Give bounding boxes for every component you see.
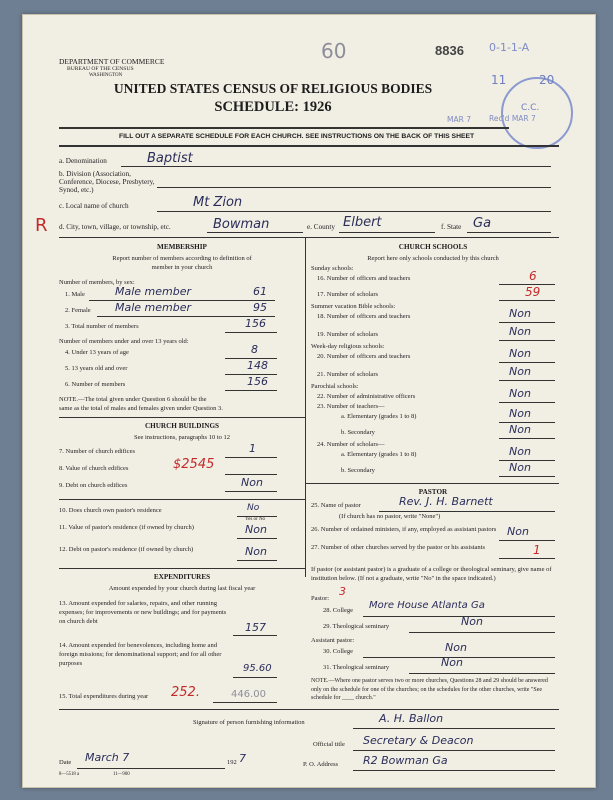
q24a-value: Non — [509, 445, 531, 458]
denomination-line — [121, 166, 551, 167]
assistant-label: Assistant pastor: — [311, 637, 355, 644]
q5-label: 5. 13 years old and over — [65, 365, 128, 372]
signature-label: Signature of person furnishing information — [193, 719, 305, 726]
q3-number: 156 — [245, 317, 266, 330]
q13-value: 157 — [245, 621, 266, 634]
local-name-line — [157, 211, 551, 212]
po-address-label: P. O. Address — [303, 761, 339, 768]
q10-label: 10. Does church own pastor's residence — [59, 507, 162, 514]
q8-label: 8. Value of church edifices — [59, 465, 129, 472]
denomination-value: Baptist — [147, 151, 193, 166]
q15-label: 15. Total expenditures during year — [59, 693, 149, 700]
q19-line — [499, 340, 555, 341]
denomination-label: a. Denomination — [59, 157, 107, 165]
q23b-label: b. Secondary — [341, 429, 375, 436]
date-line — [77, 768, 225, 769]
q7-line — [225, 457, 277, 458]
q22-line — [499, 402, 555, 403]
stamp-number-2: 20 — [539, 73, 555, 87]
q20-value: Non — [509, 347, 531, 360]
year-suffix: 7 — [239, 752, 246, 765]
q4-label: 4. Under 13 years of age — [65, 349, 129, 356]
q24a-label: a. Elementary (grades 1 to 8) — [341, 451, 417, 458]
city-line — [207, 232, 303, 233]
membership-note-2: same as the total of males and females given under Question 3. — [59, 405, 223, 412]
q10-value: No — [247, 503, 260, 513]
q14-line — [233, 677, 277, 678]
q26-label: 26. Number of ordained ministers, if any, employed as assistant pastors — [311, 526, 497, 533]
date-value: March 7 — [85, 751, 130, 764]
sunday-label: Sunday schools: — [311, 265, 354, 272]
q3-label: 3. Total number of members — [65, 323, 139, 330]
q8-line — [225, 474, 277, 475]
membership-note-1: NOTE.—The total given under Question 6 should be the — [59, 396, 207, 403]
q6-line — [225, 390, 277, 391]
archive-number: 60 — [321, 39, 347, 63]
q21-line — [499, 380, 555, 381]
q17-label: 17. Number of scholars — [317, 291, 379, 298]
q21-label: 21. Number of scholars — [317, 371, 379, 378]
file-code-2: 0-1-1-A — [489, 41, 530, 54]
summer-label: Summer vacation Bible schools: — [311, 303, 396, 310]
q12-label: 12. Debt on pastor's residence (if owned by church) — [59, 546, 194, 553]
city-label: d. City, town, village, or township, etc. — [59, 223, 171, 231]
q1-label: 1. Male — [65, 291, 85, 298]
rule-column-divider — [305, 237, 306, 577]
q11-line — [237, 538, 277, 539]
q31-line — [409, 673, 555, 674]
pastor-name-value: Rev. J. H. Barnett — [399, 495, 493, 508]
q13-label: 13. Amount expended for salaries, repairs, and other running expenses; for improvements or new buildings; and for payments on church debt — [59, 600, 227, 625]
form-code: 8—5518 a — [59, 772, 80, 777]
q29-line — [409, 632, 555, 633]
q7-label: 7. Number of church edifices — [59, 448, 135, 455]
q1-text-value: Male member — [115, 285, 192, 298]
rule-sections-top — [59, 237, 559, 238]
q9-value: Non — [241, 476, 263, 489]
q26-line — [499, 540, 555, 541]
q16-value: 6 — [529, 269, 537, 283]
rule-under-instructions — [59, 145, 559, 147]
parochial-label: Parochial schools: — [311, 383, 359, 390]
q21-value: Non — [509, 365, 531, 378]
schools-intro: Report here only schools conducted by this church — [367, 255, 499, 262]
q7-value: 1 — [249, 442, 256, 455]
yes-no-hint: Yes or No — [245, 517, 266, 522]
q4-number: 8 — [251, 343, 258, 356]
q9-label: 9. Debt on church edifices — [59, 482, 128, 489]
q15-pencil-value: 446.00 — [231, 689, 266, 700]
q25-note: (If church has no pastor, write "None") — [339, 513, 441, 520]
margin-mark-r: R — [35, 215, 48, 236]
q28-value: More House Atlanta Ga — [369, 600, 485, 611]
q2-label: 2. Female — [65, 307, 91, 314]
q9-line — [225, 491, 277, 492]
q11-value: Non — [245, 523, 267, 536]
rule-footer-top — [59, 709, 559, 710]
bureau-label: BUREAU OF THE CENSUS — [67, 66, 134, 72]
division-line — [157, 187, 551, 188]
q28-line — [363, 616, 555, 617]
po-address-value: R2 Bowman Ga — [363, 754, 448, 767]
pastor-note: NOTE.—Where one pastor serves two or more churches, Questions 28 and 29 should be answered only on the schedule for one of the churches; on the schedules for the other churches, write "See schedule for ____ church." — [311, 678, 548, 701]
q22-label: 22. Number of administrative officers — [317, 393, 416, 400]
q2-text-value: Male member — [115, 301, 192, 314]
date-label: Date — [59, 759, 72, 766]
q2-number: 95 — [253, 301, 267, 314]
form-title: UNITED STATES CENSUS OF RELIGIOUS BODIES — [113, 81, 433, 96]
q19-value: Non — [509, 325, 531, 338]
q25-line — [379, 511, 555, 512]
q23b-value: Non — [509, 423, 531, 436]
q23a-label: a. Elementary (grades 1 to 8) — [341, 413, 417, 420]
expenditures-heading: EXPENDITURES — [153, 573, 211, 581]
form-subtitle: SCHEDULE: 1926 — [214, 99, 332, 115]
q23a-value: Non — [509, 407, 531, 420]
signature-line — [353, 728, 555, 729]
state-line — [467, 232, 551, 233]
q18-line — [499, 322, 555, 323]
division-label: b. Division (Association, Conference, Diocese, Presbytery, Synod, etc.) — [59, 170, 155, 194]
instruction-line: FILL OUT A SEPARATE SCHEDULE FOR EACH CHURCH. SEE INSTRUCTIONS ON THE BACK OF THIS SHEET — [119, 133, 475, 140]
rule-schools-bottom — [305, 483, 559, 484]
q6-number: 156 — [247, 375, 268, 388]
q18-label: 18. Number of officers and teachers — [317, 313, 411, 320]
q16-label: 16. Number of officers and teachers — [317, 275, 411, 282]
q1-number: 61 — [253, 285, 267, 298]
local-name-value: Mt Zion — [193, 195, 243, 210]
age-label: Number of members under and over 13 years old: — [59, 338, 189, 345]
q29-label: 29. Theological seminary — [323, 623, 390, 630]
q15-value: 252. — [171, 685, 200, 700]
q18-value: Non — [509, 307, 531, 320]
q8-value: $2545 — [173, 457, 215, 472]
official-title-label: Official title — [313, 741, 345, 748]
q14-value: 95.60 — [243, 663, 272, 674]
q20-label: 20. Number of officers and teachers — [317, 353, 411, 360]
pastor-mark: 3 — [339, 585, 346, 598]
by-sex-label: Number of members, by sex: — [59, 279, 135, 286]
q24b-label: b. Secondary — [341, 467, 375, 474]
q13-line — [233, 635, 277, 636]
rule-membership-bottom — [59, 417, 305, 418]
q20-line — [499, 362, 555, 363]
schools-heading: CHURCH SCHOOLS — [398, 243, 468, 251]
stamp-number: 11 — [491, 73, 507, 87]
file-code: 8836 — [435, 43, 464, 58]
city-value: Bowman — [213, 217, 270, 232]
q25-label: 25. Name of pastor — [311, 502, 361, 509]
q31-value: Non — [441, 656, 463, 669]
city-label: WASHINGTON — [89, 73, 123, 78]
stamp-recd: Rec'd MAR 7 — [489, 114, 536, 123]
q23b-line — [499, 438, 555, 439]
q24b-value: Non — [509, 461, 531, 474]
county-value: Elbert — [343, 215, 382, 230]
q24-label: 24. Number of scholars— — [317, 441, 385, 448]
q19-label: 19. Number of scholars — [317, 331, 379, 338]
local-name-label: c. Local name of church — [59, 202, 129, 210]
pastor-heading: PASTOR — [418, 488, 448, 496]
signature-value: A. H. Ballon — [379, 712, 444, 725]
membership-intro-1: Report number of members according to definition of — [112, 255, 252, 262]
county-label: e. County — [307, 223, 335, 231]
q24b-line — [499, 476, 555, 477]
q15-line — [213, 702, 277, 703]
stamp-letters: C.C. — [521, 103, 540, 113]
received-stamp — [501, 77, 573, 149]
q30-value: Non — [445, 641, 467, 654]
official-title-value: Secretary & Deacon — [363, 734, 474, 747]
weekday-label: Week-day religious schools: — [311, 343, 385, 350]
q29-value: Non — [461, 615, 483, 628]
year-prefix: 192 — [227, 759, 237, 766]
q3-line — [225, 332, 277, 333]
rule-buildings-mid — [59, 499, 305, 500]
pastor-label: Pastor: — [311, 595, 330, 602]
q26-value: Non — [507, 525, 529, 538]
official-title-line — [353, 750, 555, 751]
q27-value: 1 — [533, 543, 541, 557]
stamp-date: MAR 7 — [447, 115, 471, 124]
department-label: DEPARTMENT OF COMMERCE — [59, 57, 165, 66]
q17-line — [499, 300, 555, 301]
rule-top — [59, 127, 509, 129]
membership-heading: MEMBERSHIP — [157, 243, 207, 251]
q31-label: 31. Theological seminary — [323, 664, 390, 671]
census-schedule-page — [22, 14, 596, 788]
q6-label: 6. Number of members — [65, 381, 126, 388]
q11-label: 11. Value of pastor's residence (if owned by church) — [59, 524, 194, 531]
form-code-2: 11—900 — [113, 772, 130, 777]
po-address-line — [353, 770, 555, 771]
state-value: Ga — [473, 216, 492, 231]
membership-intro-2: member in your church — [151, 264, 213, 271]
education-note: If pastor (or assistant pastor) is a graduate of a college or theological seminary, give name of institution below. (If not a graduate, write "No" in the space indicated.) — [311, 566, 552, 582]
q5-number: 148 — [247, 359, 268, 372]
county-line — [339, 232, 435, 233]
state-label: f. State — [441, 223, 462, 231]
expenditures-sub: Amount expended by your church during last fiscal year — [108, 585, 256, 592]
q27-label: 27. Number of other churches served by the pastor or his assistants — [311, 544, 486, 551]
buildings-sub: See instructions, paragraphs 10 to 12 — [133, 434, 231, 441]
buildings-heading: CHURCH BUILDINGS — [144, 422, 220, 430]
q12-line — [237, 560, 277, 561]
q23-label: 23. Number of teachers— — [317, 403, 385, 410]
q30-label: 30. College — [323, 648, 353, 655]
q14-label: 14. Amount expended for benevolences, including home and foreign missions; for denominational support; and for all other purposes — [59, 642, 222, 667]
q27-line — [499, 558, 555, 559]
q28-label: 28. College — [323, 607, 353, 614]
q12-value: Non — [245, 545, 267, 558]
rule-buildings-bottom — [59, 568, 305, 569]
q17-value: 59 — [525, 285, 541, 299]
q22-value: Non — [509, 387, 531, 400]
